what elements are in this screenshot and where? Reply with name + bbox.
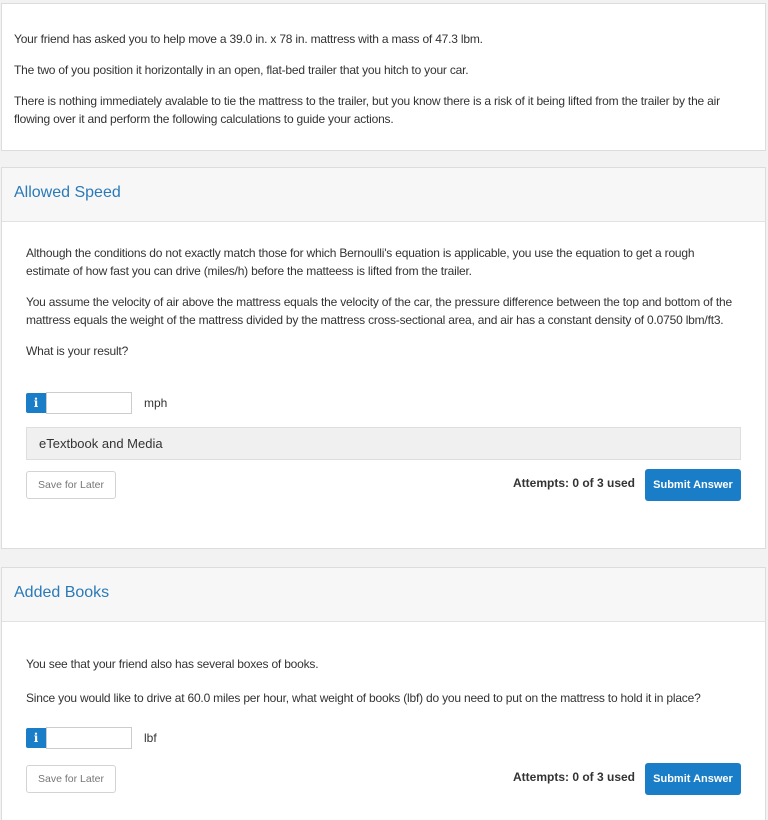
part-title: Added Books	[2, 568, 765, 622]
etextbook-media-bar[interactable]: eTextbook and Media	[26, 427, 741, 460]
question-prompt: What is your result?	[26, 344, 129, 358]
answer-input[interactable]	[46, 727, 132, 749]
intro-paragraph-2: The two of you position it horizontally in an open, flat-bed trailer that you hitch to your car.	[14, 63, 469, 77]
save-for-later-button[interactable]: Save for Later	[26, 471, 116, 499]
question-paragraph-1: You see that your friend also has several boxes of books.	[26, 657, 319, 671]
intro-paragraph-3: There is nothing immediately avalable to tie the mattress to the trailer, but you know there is a risk of it being lifted from the trailer by the air flowing over it and perform the following calculations to guide your actions.	[14, 94, 720, 126]
question-paragraph-2: You assume the velocity of air above the mattress equals the velocity of the car, the pressure difference between the top and bottom of the mattress equals the weight of the mattress divided by the mattress cross-sectional area, and air has a constant density of 0.0750 lbm/ft3.	[26, 295, 732, 327]
attempts-counter: Attempts: 0 of 3 used	[512, 770, 635, 784]
question-prompt: Since you would like to drive at 60.0 miles per hour, what weight of books (lbf) do you need to put on the mattress to hold it in place?	[26, 691, 701, 705]
part-allowed-speed	[1, 167, 766, 549]
answer-unit: mph	[144, 396, 168, 410]
save-for-later-button[interactable]: Save for Later	[26, 765, 116, 793]
answer-input[interactable]	[46, 392, 132, 414]
attempts-counter: Attempts: 0 of 3 used	[512, 476, 635, 490]
answer-unit: lbf	[144, 731, 157, 745]
part-added-books	[1, 567, 766, 820]
part-title: Allowed Speed	[2, 168, 765, 222]
submit-answer-button[interactable]: Submit Answer	[645, 763, 741, 795]
submit-answer-button[interactable]: Submit Answer	[645, 469, 741, 501]
problem-intro-card	[1, 3, 766, 151]
info-icon[interactable]: i	[26, 728, 46, 748]
info-icon[interactable]: i	[26, 393, 46, 413]
question-paragraph-1: Although the conditions do not exactly match those for which Bernoulli's equation is applicable, you use the equation to get a rough estimate of how fast you can drive (miles/h) before the matteess is lifted from the trailer.	[26, 246, 695, 278]
intro-paragraph-1: Your friend has asked you to help move a 39.0 in. x 78 in. mattress with a mass of 47.3 lbm.	[14, 32, 483, 46]
